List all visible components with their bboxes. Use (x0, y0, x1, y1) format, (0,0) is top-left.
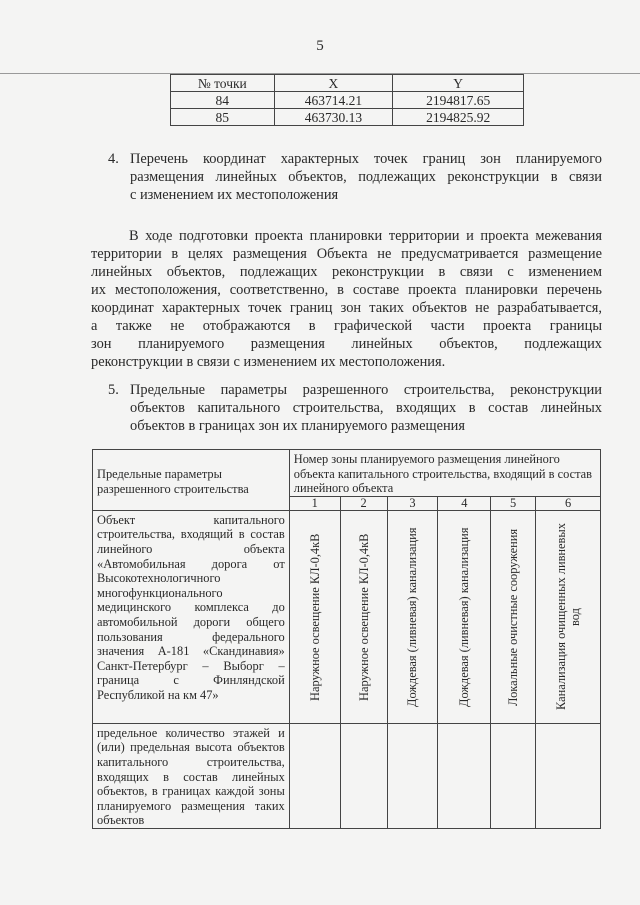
section4-body-line-7: зон планируемого размещения линейных объектов, подлежащих (91, 336, 602, 352)
section4-body-line-2: территории в целях размещения Объекта не предусматривается размещение (91, 246, 602, 262)
cell-point: 85 (171, 109, 275, 126)
cell-x: 463714.21 (274, 92, 393, 109)
section4-number: 4. (108, 151, 119, 167)
empty-cell (491, 723, 536, 828)
section4-title-line-2: размещения линейных объектов, подлежащих реконструкции в связи (130, 169, 602, 185)
page-number: 5 (316, 38, 324, 54)
column-number: 4 (438, 496, 491, 510)
coordinates-table (170, 74, 524, 126)
zone-name: Локальные очистные сооружения (506, 528, 521, 706)
zone-name: Наружное освещение КЛ-0,4кВ (307, 533, 322, 701)
empty-cell (438, 723, 491, 828)
column-number: 1 (289, 496, 340, 510)
cell-point: 84 (171, 92, 275, 109)
column-number: 6 (536, 496, 601, 510)
zone-name: Наружное освещение КЛ-0,4кВ (356, 533, 371, 701)
params-header-row (93, 450, 601, 497)
max-floors-row (93, 723, 601, 828)
object-description: Объект капитального строительства, входящий в состав линейного объекта «Автомобильная дорога от Высокотехнологичного многофункционального медицинского комплекса до автомобильной дороги общего пользования федерального значения А-181 «Скандинавия» Санкт-Петербург – Выборг – граница с Финляндской Республикой на км 47» (93, 510, 290, 723)
table-row (171, 92, 524, 109)
empty-cell (340, 723, 387, 828)
zone-name: Дождевая (ливневая) канализация (405, 527, 420, 707)
section5-title-line-2: объектов капитального строительства, входящих в состав линейных (130, 400, 602, 416)
zone-cell-1 (289, 510, 340, 723)
zone-cell-6 (536, 510, 601, 723)
section4-body-line-4: их местоположения, соответственно, в составе проекта планировки перечень (91, 282, 602, 298)
header-point: № точки (171, 75, 275, 92)
cell-y: 2194817.65 (393, 92, 524, 109)
section4-body-line-1: В ходе подготовки проекта планировки территории и проекта межевания (129, 228, 602, 244)
column-number: 3 (387, 496, 438, 510)
column-number: 5 (491, 496, 536, 510)
empty-cell (387, 723, 438, 828)
section4-body-line-3: линейных объектов, подлежащих реконструкции в связи с изменением (91, 264, 602, 280)
zone-cell-3 (387, 510, 438, 723)
zone-name: Дождевая (ливневая) канализация (457, 527, 472, 707)
coordinates-header-row (171, 75, 524, 92)
group-header: Номер зоны планируемого размещения линейного объекта капитального строительства, входящий в состав линейного объекта (289, 450, 600, 497)
empty-cell (536, 723, 601, 828)
section5-title-line-1: Предельные параметры разрешенного строительства, реконструкции (130, 382, 602, 398)
header-y: Y (393, 75, 524, 92)
section5-title-line-3: объектов в границах зон их планируемого размещения (130, 418, 465, 434)
column-number: 2 (340, 496, 387, 510)
section5-number: 5. (108, 382, 119, 398)
section4-body-line-5: координат характерных точек границ зон таких объектов не разрабатывается, (91, 300, 602, 316)
object-row (93, 510, 601, 723)
zone-name: Канализация очищенных ливневых вод (554, 523, 583, 711)
zone-cell-5 (491, 510, 536, 723)
zone-cell-2 (340, 510, 387, 723)
max-floors-label: предельное количество этажей и (или) предельная высота объектов капитального строительства, входящих в состав линейных объектов, в границах каждой зоны планируемого размещения таких объектов (93, 723, 290, 828)
header-x: X (274, 75, 393, 92)
parameters-table (92, 449, 601, 829)
section4-body-line-6: а также не отображаются в графической части проекта границы (91, 318, 602, 334)
section4-title-line-3: с изменением их местоположения (130, 187, 339, 203)
cell-y: 2194825.92 (393, 109, 524, 126)
section4-body-line-8: реконструкции в связи с изменением их местоположения. (91, 354, 446, 370)
section4-title-line-1: Перечень координат характерных точек границ зон планируемого (130, 151, 602, 167)
corner-header: Предельные параметры разрешенного строительства (93, 450, 290, 511)
empty-cell (289, 723, 340, 828)
zone-cell-4 (438, 510, 491, 723)
cell-x: 463730.13 (274, 109, 393, 126)
table-row (171, 109, 524, 126)
